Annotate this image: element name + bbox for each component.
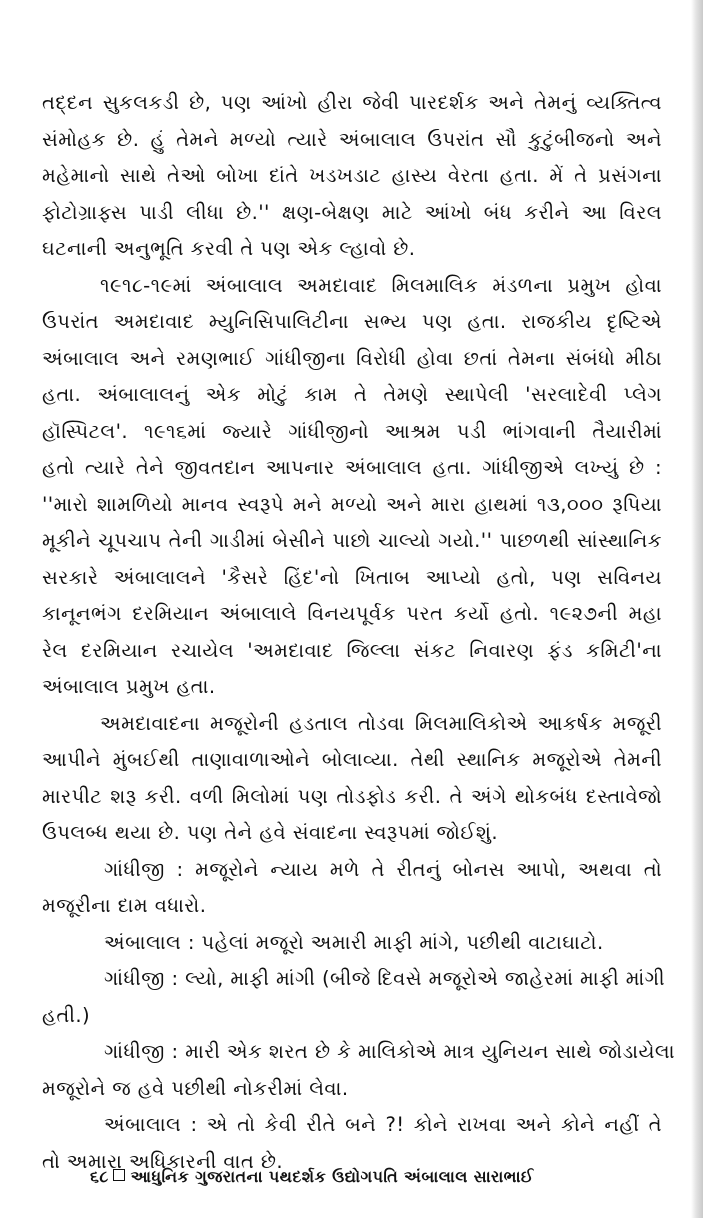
- text-line: ફોટોગ્રાફ્સ પાડી લીધા છે.'' ક્ષણ-બેક્ષણ માટે આંખો બંધ કરીને આ વિરલ: [42, 200, 662, 224]
- text-line: અંબાલાલ અને રમણભાઈ ગાંધીજીના વિરોધી હોવા છતાં તેમના સંબંધો મીઠા: [42, 346, 662, 370]
- dialogue-line: અંબાલાલ : પહેલાં મજૂરો અમારી માફી માંગે, પછીથી વાટાઘાટો.: [104, 930, 604, 954]
- text-line: સંમોહક છે. હું તેમને મળ્યો ત્યારે અંબાલાલ ઉપરાંત સૌ કુટુંબીજનો અને: [42, 127, 662, 151]
- text-line: મૂકીને ચૂપચાપ તેની ગાડીમાં બેસીને પાછો ચાલ્યો ગયો.'' પાછળથી સાંસ્થાનિક: [42, 529, 662, 552]
- page-footer: [90, 1164, 650, 1190]
- text-line: ઉપરાંત અમદાવાદ મ્યુનિસિપાલિટીના સભ્ય પણ હતા. રાજકીય દૃષ્ટિએ: [42, 310, 662, 333]
- dialogue-line: ગાંધીજી : લ્યો, માફી માંગી (બીજે દિવસે મજૂરોએ જાહેરમાં માફી માંગી: [104, 967, 666, 990]
- text-line: મહેમાનો સાથે તેઓ બોખા દાંતે ખડખડાટ હાસ્ય વેરતા હતા. મેં તે પ્રસંગના: [42, 164, 662, 187]
- text-line: તો અમારા અધિકારની વાત છે.: [42, 1149, 284, 1173]
- text-line: ઘટનાની અનુભૂતિ કરવી તે પણ એક લ્હાવો છે.: [42, 237, 416, 260]
- text-line: મજૂરોને જ હવે પછીથી નોકરીમાં લેવા.: [42, 1076, 349, 1100]
- text-line: સરકારે અંબાલાલને 'કૈસરે હિંદ'નો ખિતાબ આપ્યો હતો, પણ સવિનય: [42, 565, 662, 589]
- square-bullet-icon: [113, 1169, 125, 1181]
- text-line: હતા. અંબાલાલનું એક મોટું કામ તે તેમણે સ્થાપેલી 'સરલાદેવી પ્લેગ: [42, 383, 662, 406]
- dialogue-line: ગાંધીજી : મારી એક શરત છે કે માલિકોએ માત્ર યુનિયન સાથે જોડાયેલા: [104, 1040, 675, 1063]
- text-line: રેલ દરમિયાન રચાયેલ 'અમદાવાદ જિલ્લા સંકટ નિવારણ ફંડ કમિટી'ના: [42, 638, 662, 662]
- book-title: આધુનિક ગુજરાતના પથદર્શક ઉદ્યોગપતિ અંબાલાલ સારાભાઈ: [130, 1167, 534, 1186]
- text-line: આપીને મુંબઈથી તાણાવાળાઓને બોલાવ્યા. તેથી સ્થાનિક મજૂરોએ તેમની: [42, 748, 662, 771]
- dialogue-line: ગાંધીજી : મજૂરોને ન્યાય મળે તે રીતનું બોનસ આપો, અથવા તો: [104, 857, 662, 881]
- text-line: હૉસ્પિટલ'. ૧૯૧૬માં જ્યારે ગાંધીજીનો આશ્રમ પડી ભાંગવાની તૈયારીમાં: [42, 419, 662, 443]
- text-line: મજૂરીના દામ વધારો.: [42, 894, 207, 917]
- text-line: ઉપલબ્ધ થયા છે. પણ તેને હવે સંવાદના સ્વરૂપમાં જોઈશું.: [42, 821, 499, 844]
- text-line: મારપીટ શરૂ કરી. વળી મિલોમાં પણ તોડફોડ કરી. તે અંગે થોકબંધ દસ્તાવેજો: [42, 784, 662, 808]
- text-line: ''મારો શામળિયો માનવ સ્વરૂપે મને મળ્યો અને મારા હાથમાં ૧૩,૦૦૦ રૂપિયા: [42, 492, 662, 516]
- paragraph-start-line: ૧૯૧૮-૧૯માં અંબાલાલ અમદાવાદ મિલમાલિક મંડળના પ્રમુખ હોવા: [100, 273, 662, 297]
- text-line: તદ્દન સુકલકડી છે, પણ આંખો હીરા જેવી પારદર્શક અને તેમનું વ્યક્તિત્વ: [42, 91, 662, 114]
- dialogue-line: અંબાલાલ : એ તો કેવી રીતે બને ?! કોને રાખવા અને કોને નહીં તે: [104, 1113, 662, 1136]
- text-line: કાનૂનભંગ દરમિયાન અંબાલાલે વિનયપૂર્વક પરત કર્યો હતો. ૧૯૨૭ની મહા: [42, 602, 662, 625]
- paragraph-start-line: અમદાવાદના મજૂરોની હડતાલ તોડવા મિલમાલિકોએ આકર્ષક મજૂરી: [100, 711, 662, 735]
- text-line: અંબાલાલ પ્રમુખ હતા.: [42, 675, 216, 698]
- text-line: હતી.): [42, 1003, 90, 1027]
- text-line: હતો ત્યારે તેને જીવતદાન આપનાર અંબાલાલ હતા. ગાંધીજીએ લખ્યું છે :: [42, 456, 662, 479]
- page-number: ૬૮: [90, 1167, 109, 1186]
